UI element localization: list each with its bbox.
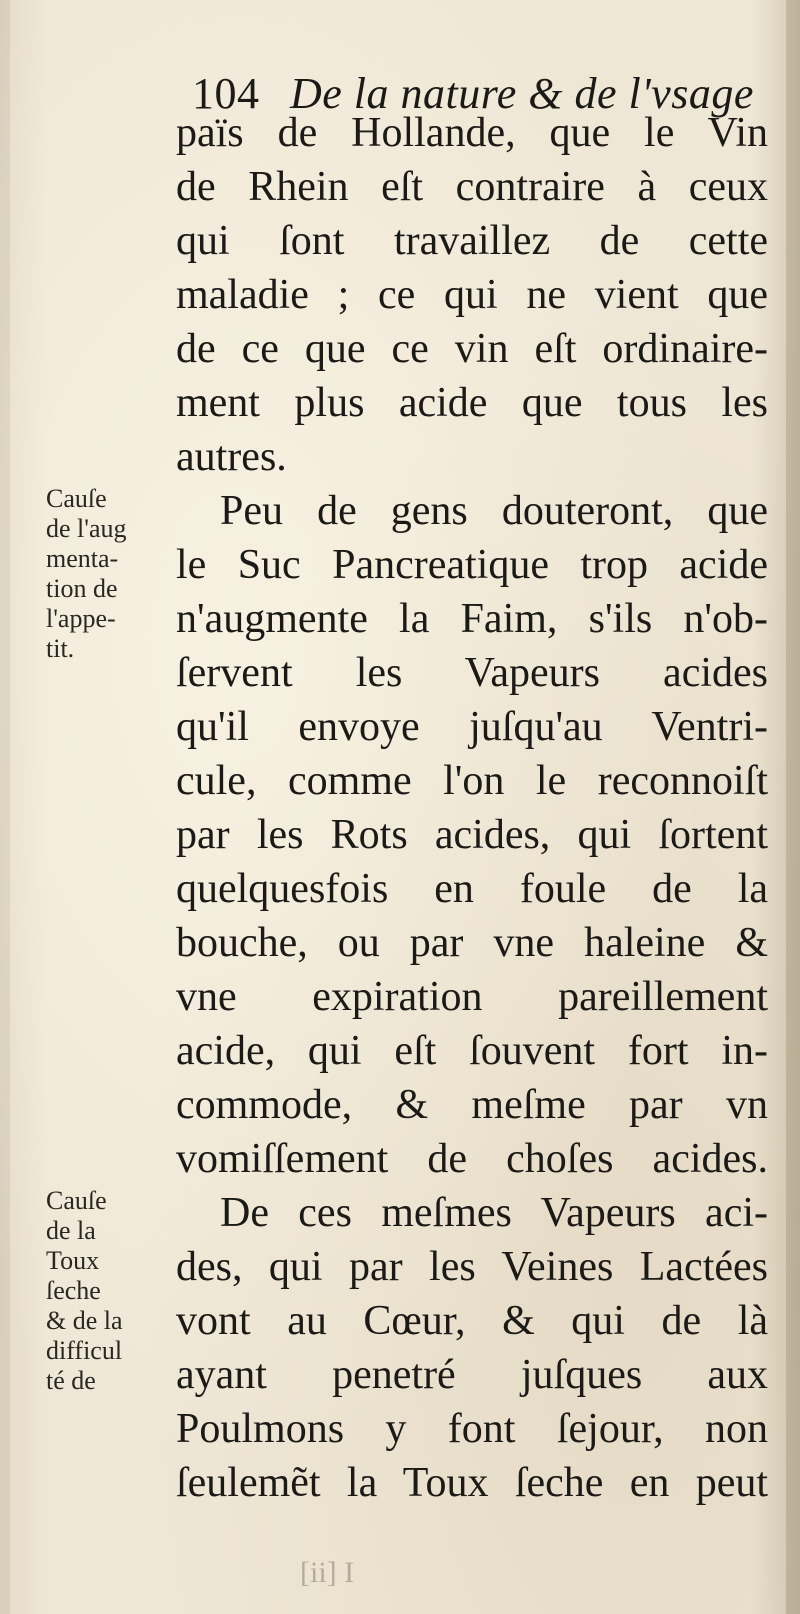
margin-note-line: Toux (46, 1246, 100, 1275)
text-line: ayant penetré juſques aux (176, 1352, 768, 1398)
margin-note-line: menta- (46, 544, 119, 573)
margin-note-line: Cauſe (46, 484, 107, 513)
text-line: Peu de gens douteront, que (220, 488, 768, 534)
text-line: vont au Cœur, & qui de là (176, 1298, 768, 1344)
margin-note-line: & de la (46, 1306, 123, 1335)
text-line: ment plus acide que tous les (176, 380, 768, 426)
text-line: ſeulemẽt la Toux ſeche en peut (176, 1460, 768, 1506)
text-line: bouche, ou par vne haleine & (176, 920, 768, 966)
text-line: De ces meſmes Vapeurs aci- (220, 1190, 768, 1236)
text-line: de ce que ce vin eſt ordinaire- (176, 326, 768, 372)
margin-note-line: difficul (46, 1336, 123, 1365)
text-line: qu'il envoye juſqu'au Ventri- (176, 704, 768, 750)
text-line: vomiſſement de choſes acides. (176, 1136, 768, 1182)
text-line: acide, qui eſt ſouvent fort in- (176, 1028, 768, 1074)
margin-note-cough (46, 1186, 166, 1396)
text-line: des, qui par les Veines Lactées (176, 1244, 768, 1290)
margin-note-appetite (46, 484, 166, 664)
text-line: ſervent les Vapeurs acides (176, 650, 768, 696)
text-line: vne expiration pareillement (176, 974, 768, 1020)
text-line: commode, & meſme par vn (176, 1082, 768, 1128)
margin-note-line: l'appe- (46, 604, 116, 633)
margin-note-line: té de (46, 1366, 96, 1395)
text-line: Poulmons y font ſejour, non (176, 1406, 768, 1452)
text-line: de Rhein eſt contraire à ceux (176, 164, 768, 210)
text-line: le Suc Pancreatique trop acide (176, 542, 768, 588)
text-line: qui ſont travaillez de cette (176, 218, 768, 264)
signature-mark: [ii] I (300, 1556, 355, 1589)
margin-note-line: tion de (46, 574, 118, 603)
text-line: maladie ; ce qui ne vient que (176, 272, 768, 318)
text-line: cule, comme l'on le reconnoiſt (176, 758, 768, 804)
text-line: n'augmente la Faim, s'ils n'ob- (176, 596, 768, 642)
running-title: De la nature & de l'vsage (290, 69, 754, 118)
text-line: autres. (176, 434, 287, 480)
margin-note-line: tit. (46, 634, 75, 663)
margin-note-line: de la (46, 1216, 96, 1245)
margin-note-line: Cauſe (46, 1186, 107, 1215)
page-number: 104 (192, 69, 260, 118)
margin-note-line: ſeche (46, 1276, 101, 1305)
text-line: païs de Hollande, que le Vin (176, 110, 768, 156)
margin-note-line: de l'aug (46, 514, 127, 543)
text-line: quelquesfois en foule de la (176, 866, 768, 912)
text-line: par les Rots acides, qui ſortent (176, 812, 768, 858)
